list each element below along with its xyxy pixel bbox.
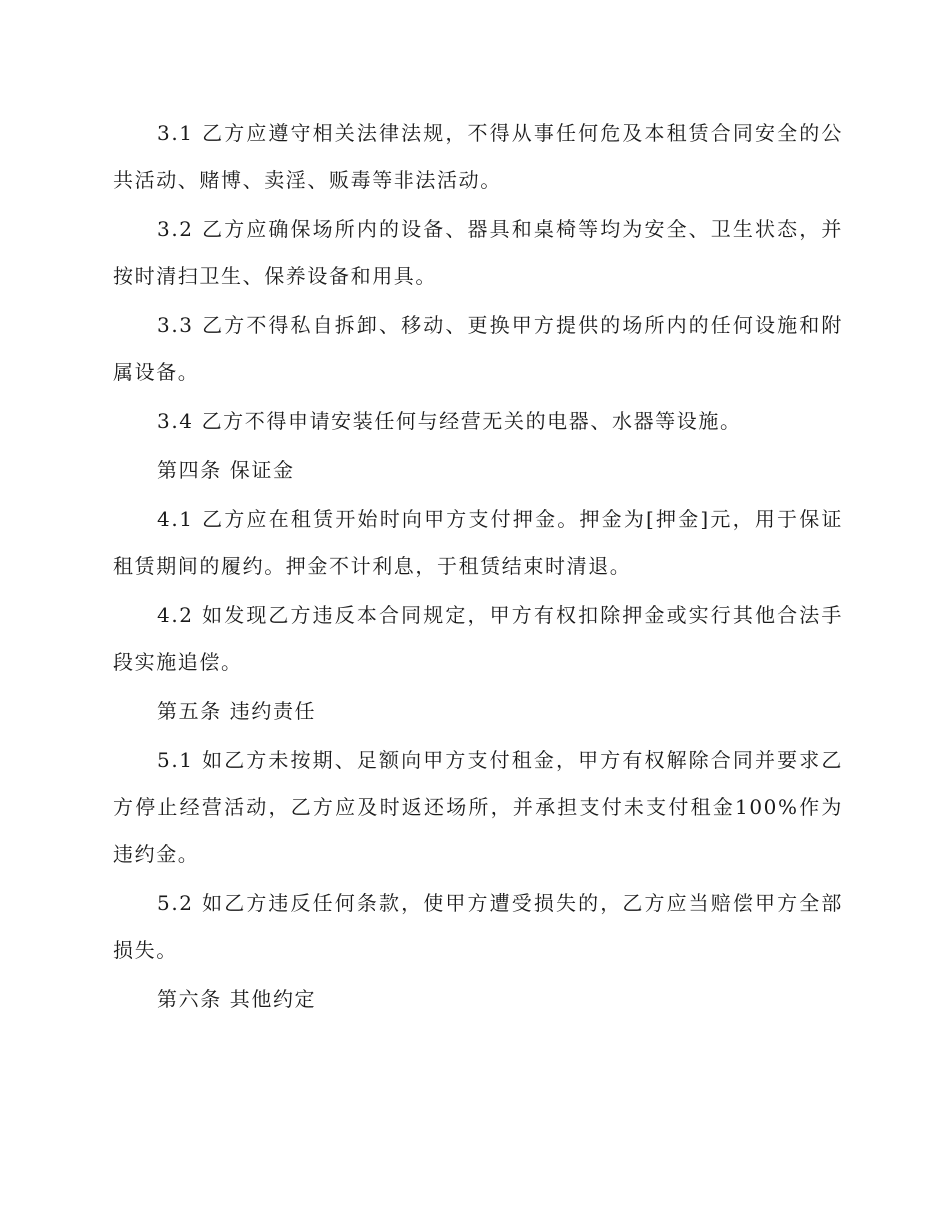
clause-4-2-paragraph: 4.2 如发现乙方违反本合同规定，甲方有权扣除押金或实行其他合法手段实施追偿。 bbox=[113, 603, 843, 674]
clause-4-1-paragraph: 4.1 乙方应在租赁开始时向甲方支付押金。押金为[押金]元，用于保证租赁期间的履约。押金不计利息，于租赁结束时清退。 bbox=[113, 507, 843, 578]
clause-3-4-paragraph: 3.4 乙方不得申请安装任何与经营无关的电器、水器等设施。 bbox=[157, 409, 742, 433]
clause-3-1-paragraph: 3.1 乙方应遵守相关法律法规，不得从事任何危及本租赁合同安全的公共活动、赌博、卖淫、贩毒等非法活动。 bbox=[113, 121, 843, 192]
article-4-heading: 第四条 保证金 bbox=[157, 458, 295, 482]
article-5-heading: 第五条 违约责任 bbox=[157, 699, 317, 723]
article-6-heading: 第六条 其他约定 bbox=[157, 987, 317, 1011]
clause-3-2-paragraph: 3.2 乙方应确保场所内的设备、器具和桌椅等均为安全、卫生状态，并按时清扫卫生、保养设备和用具。 bbox=[113, 217, 843, 288]
clause-5-2-paragraph: 5.2 如乙方违反任何条款，使甲方遭受损失的，乙方应当赔偿甲方全部损失。 bbox=[113, 891, 843, 962]
clause-3-3-paragraph: 3.3 乙方不得私自拆卸、移动、更换甲方提供的场所内的任何设施和附属设备。 bbox=[113, 313, 843, 384]
clause-5-1-paragraph: 5.1 如乙方未按期、足额向甲方支付租金，甲方有权解除合同并要求乙方停止经营活动，乙方应及时返还场所，并承担支付未支付租金100%作为违约金。 bbox=[113, 748, 843, 866]
document-body bbox=[113, 110, 843, 1023]
